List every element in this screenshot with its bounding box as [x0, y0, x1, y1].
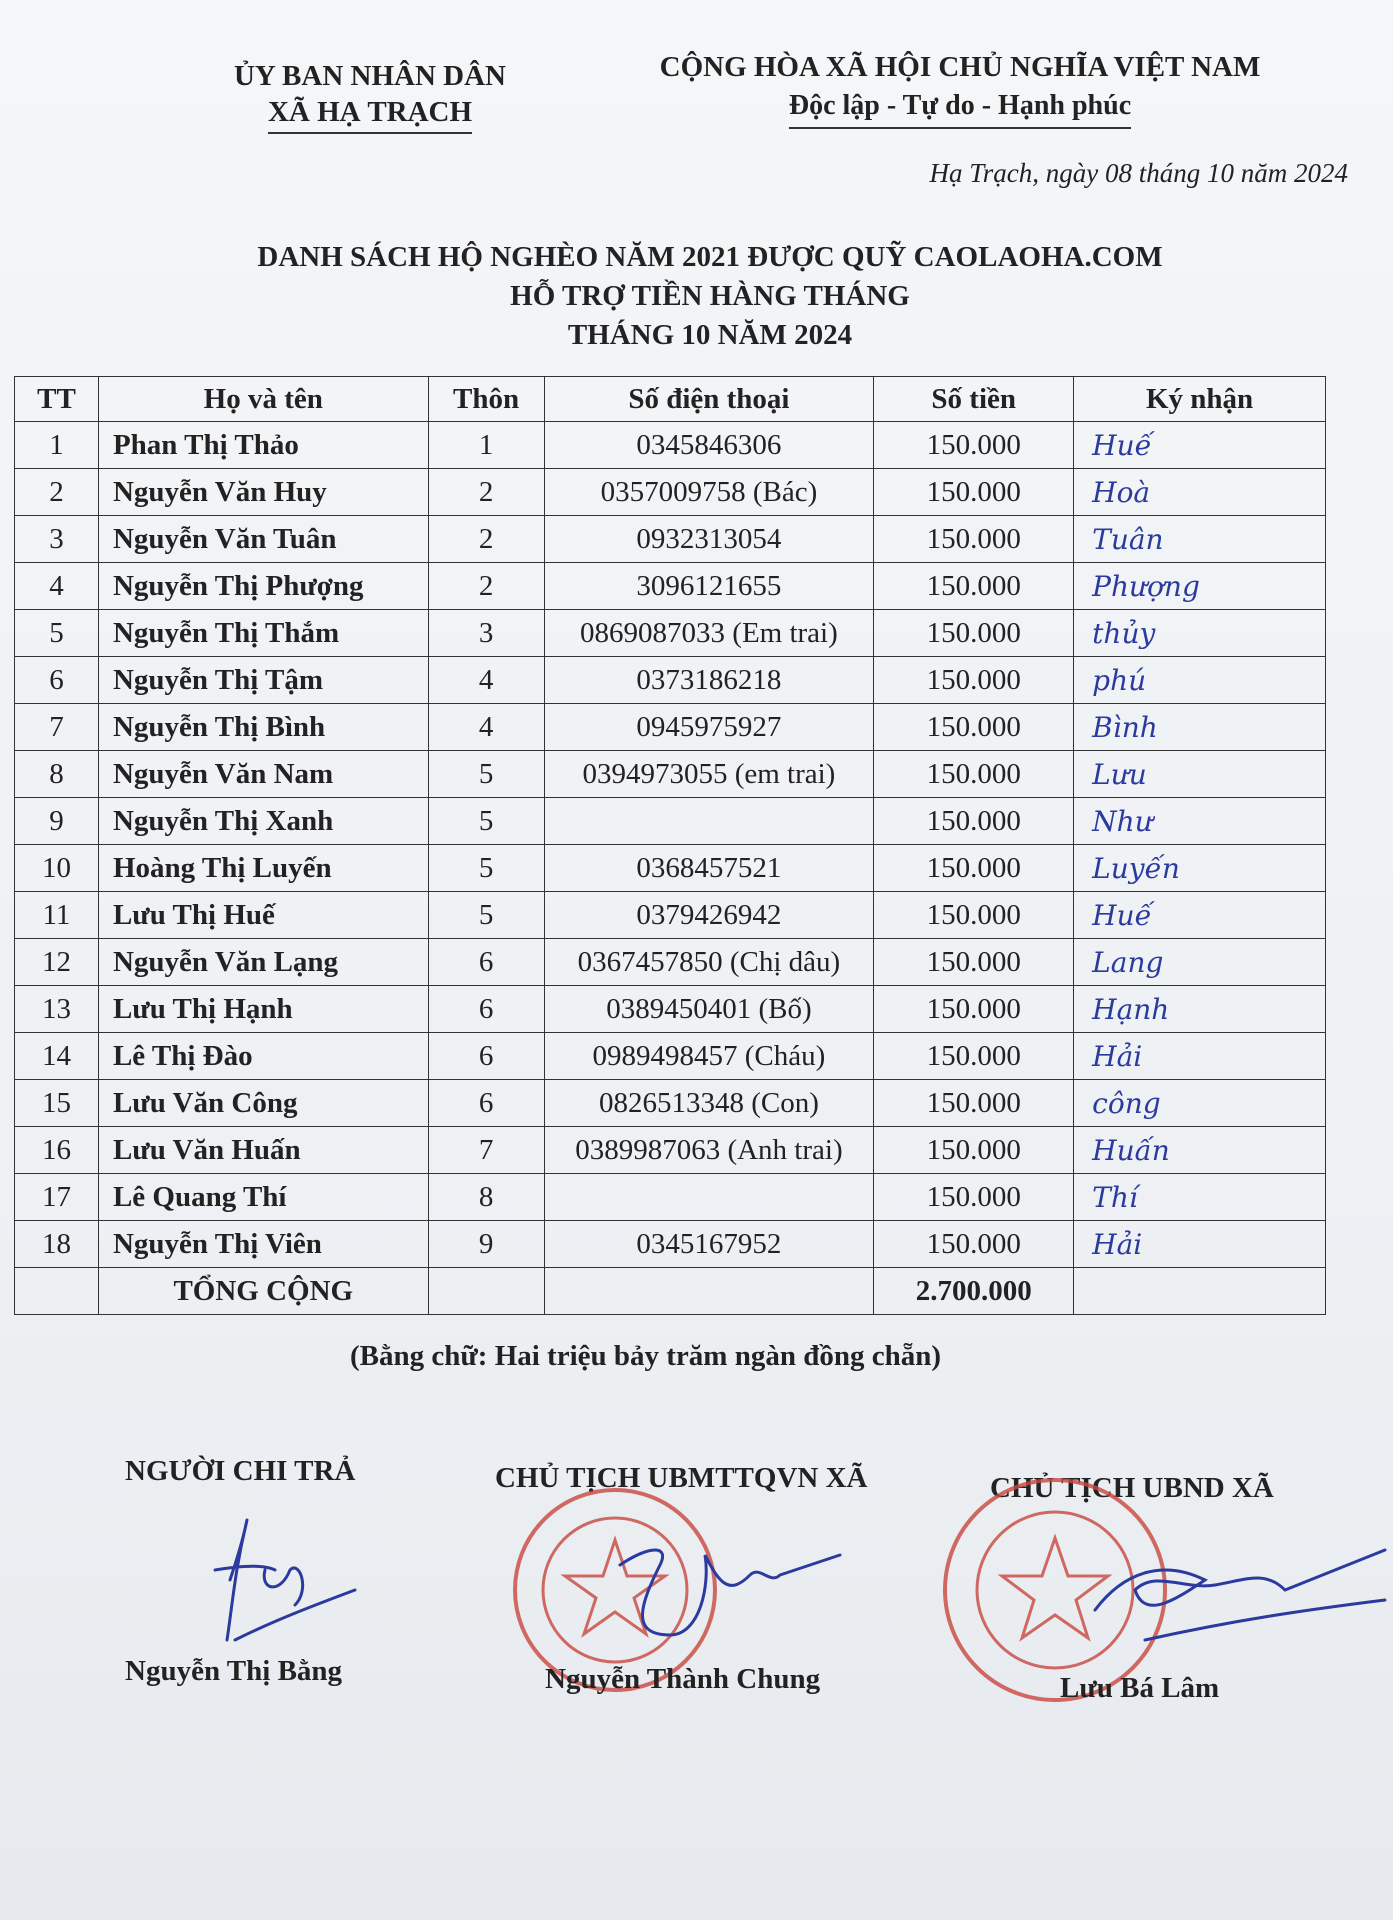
recipient-signature: phú	[1074, 657, 1326, 704]
total-empty-cell	[544, 1268, 874, 1315]
village-number: 5	[428, 798, 544, 845]
table-row	[15, 1080, 1326, 1127]
payer-title: NGƯỜI CHI TRẢ	[125, 1455, 356, 1487]
payer-name: Nguyễn Thị Bằng	[125, 1655, 343, 1687]
phone-number: 0869087033 (Em trai)	[544, 610, 874, 657]
village-number: 6	[428, 986, 544, 1033]
col-header-tt: TT	[15, 377, 99, 422]
row-number: 10	[15, 845, 99, 892]
table-row	[15, 422, 1326, 469]
phone-number: 0373186218	[544, 657, 874, 704]
recipient-signature: Tuân	[1074, 516, 1326, 563]
motto-line2: Độc lập - Tự do - Hạnh phúc	[789, 87, 1131, 129]
row-number: 4	[15, 563, 99, 610]
col-header-name: Họ và tên	[98, 377, 428, 422]
village-number: 2	[428, 516, 544, 563]
recipient-signature: Huế	[1074, 422, 1326, 469]
household-name: Phan Thị Thảo	[98, 422, 428, 469]
household-name: Nguyễn Thị Xanh	[98, 798, 428, 845]
household-name: Lê Quang Thí	[98, 1174, 428, 1221]
amount: 150.000	[874, 986, 1074, 1033]
row-number: 5	[15, 610, 99, 657]
front-chair-title: CHỦ TỊCH UBMTTQVN XÃ	[495, 1462, 868, 1494]
phone-number	[544, 798, 874, 845]
amount: 150.000	[874, 563, 1074, 610]
total-row	[15, 1268, 1326, 1315]
phone-number: 0357009758 (Bác)	[544, 469, 874, 516]
recipient-signature: Hoà	[1074, 469, 1326, 516]
committee-chair-name: Lưu Bá Lâm	[1060, 1672, 1220, 1704]
phone-number: 3096121655	[544, 563, 874, 610]
household-name: Nguyễn Thị Viên	[98, 1221, 428, 1268]
household-name: Nguyễn Văn Tuân	[98, 516, 428, 563]
title-line1: DANH SÁCH HỘ NGHÈO NĂM 2021 ĐƯỢC QUỸ CAOLAOHA.COM	[257, 241, 1163, 273]
table-row	[15, 798, 1326, 845]
village-number: 6	[428, 1080, 544, 1127]
row-number: 8	[15, 751, 99, 798]
document-title	[120, 238, 1300, 355]
committee-chair-title: CHỦ TỊCH UBND XÃ	[990, 1472, 1274, 1504]
row-number: 9	[15, 798, 99, 845]
issuing-authority	[180, 58, 560, 134]
phone-number: 0345167952	[544, 1221, 874, 1268]
village-number: 2	[428, 469, 544, 516]
phone-number: 0379426942	[544, 892, 874, 939]
amount: 150.000	[874, 939, 1074, 986]
col-header-village: Thôn	[428, 377, 544, 422]
recipient-signature: Huấn	[1074, 1127, 1326, 1174]
household-name: Hoàng Thị Luyến	[98, 845, 428, 892]
phone-number: 0945975927	[544, 704, 874, 751]
recipient-signature: Luyến	[1074, 845, 1326, 892]
village-number: 1	[428, 422, 544, 469]
household-name: Nguyễn Thị Bình	[98, 704, 428, 751]
amount: 150.000	[874, 1221, 1074, 1268]
recipient-signature: Lang	[1074, 939, 1326, 986]
village-number: 4	[428, 657, 544, 704]
front-chair-name: Nguyễn Thành Chung	[545, 1663, 821, 1695]
table-row	[15, 892, 1326, 939]
phone-number: 0394973055 (em trai)	[544, 751, 874, 798]
village-number: 3	[428, 610, 544, 657]
village-number: 5	[428, 845, 544, 892]
village-number: 6	[428, 1033, 544, 1080]
amount: 150.000	[874, 751, 1074, 798]
national-motto	[620, 48, 1300, 129]
amount: 150.000	[874, 610, 1074, 657]
title-line3: THÁNG 10 NĂM 2024	[567, 319, 853, 351]
recipient-signature: Huế	[1074, 892, 1326, 939]
row-number: 13	[15, 986, 99, 1033]
household-name: Lê Thị Đào	[98, 1033, 428, 1080]
table-row	[15, 704, 1326, 751]
table-row	[15, 1033, 1326, 1080]
amount: 150.000	[874, 892, 1074, 939]
household-name: Nguyễn Văn Lạng	[98, 939, 428, 986]
recipient-signature: Hải	[1074, 1033, 1326, 1080]
row-number: 7	[15, 704, 99, 751]
row-number: 6	[15, 657, 99, 704]
village-number: 7	[428, 1127, 544, 1174]
row-number: 2	[15, 469, 99, 516]
phone-number: 0932313054	[544, 516, 874, 563]
total-empty-cell	[428, 1268, 544, 1315]
table-row	[15, 939, 1326, 986]
phone-number: 0368457521	[544, 845, 874, 892]
title-line2: HỖ TRỢ TIỀN HÀNG THÁNG	[510, 280, 910, 312]
authority-line1: ỦY BAN NHÂN DÂN	[233, 60, 506, 92]
total-value: 2.700.000	[874, 1268, 1074, 1315]
recipient-signature: Hạnh	[1074, 986, 1326, 1033]
recipient-signature: Hải	[1074, 1221, 1326, 1268]
village-number: 2	[428, 563, 544, 610]
total-empty-cell	[15, 1268, 99, 1315]
table-row	[15, 563, 1326, 610]
motto-line1: CỘNG HÒA XÃ HỘI CHỦ NGHĨA VIỆT NAM	[659, 51, 1261, 83]
phone-number: 0389987063 (Anh trai)	[544, 1127, 874, 1174]
recipient-signature: Lưu	[1074, 751, 1326, 798]
village-number: 9	[428, 1221, 544, 1268]
row-number: 1	[15, 422, 99, 469]
row-number: 17	[15, 1174, 99, 1221]
col-header-amount: Số tiền	[874, 377, 1074, 422]
phone-number: 0367457850 (Chị dâu)	[544, 939, 874, 986]
amount: 150.000	[874, 1174, 1074, 1221]
col-header-signature: Ký nhận	[1074, 377, 1326, 422]
table-row	[15, 610, 1326, 657]
amount: 150.000	[874, 798, 1074, 845]
recipient-signature: Bình	[1074, 704, 1326, 751]
recipient-signature: Phượng	[1074, 563, 1326, 610]
total-label: TỔNG CỘNG	[98, 1268, 428, 1315]
payer-signature-icon	[205, 1510, 365, 1650]
table-header-row	[15, 377, 1326, 422]
amount: 150.000	[874, 469, 1074, 516]
table-row	[15, 516, 1326, 563]
table-row	[15, 469, 1326, 516]
row-number: 18	[15, 1221, 99, 1268]
committee-signature-icon	[1085, 1530, 1390, 1660]
household-name: Nguyễn Văn Nam	[98, 751, 428, 798]
amount-in-words: (Bằng chữ: Hai triệu bảy trăm ngàn đồng chẵn)	[350, 1340, 942, 1372]
phone-number: 0826513348 (Con)	[544, 1080, 874, 1127]
recipient-signature: Thí	[1074, 1174, 1326, 1221]
amount: 150.000	[874, 1080, 1074, 1127]
row-number: 14	[15, 1033, 99, 1080]
amount: 150.000	[874, 1033, 1074, 1080]
phone-number: 0389450401 (Bố)	[544, 986, 874, 1033]
amount: 150.000	[874, 657, 1074, 704]
table-row	[15, 1174, 1326, 1221]
table-row	[15, 1221, 1326, 1268]
col-header-phone: Số điện thoại	[544, 377, 874, 422]
amount: 150.000	[874, 845, 1074, 892]
front-signature-icon	[600, 1525, 860, 1665]
table-row	[15, 845, 1326, 892]
household-name: Nguyễn Thị Thắm	[98, 610, 428, 657]
phone-number: 0989498457 (Cháu)	[544, 1033, 874, 1080]
total-empty-cell	[1074, 1268, 1326, 1315]
table-row	[15, 751, 1326, 798]
recipient-signature: thủy	[1074, 610, 1326, 657]
household-name: Nguyễn Thị Tậm	[98, 657, 428, 704]
date-line: Hạ Trạch, ngày 08 tháng 10 năm 2024	[929, 158, 1348, 188]
household-table	[14, 376, 1326, 1315]
recipient-signature: Như	[1074, 798, 1326, 845]
authority-line2: XÃ HẠ TRẠCH	[268, 94, 472, 134]
village-number: 5	[428, 751, 544, 798]
row-number: 11	[15, 892, 99, 939]
household-name: Lưu Văn Công	[98, 1080, 428, 1127]
village-number: 6	[428, 939, 544, 986]
row-number: 15	[15, 1080, 99, 1127]
table-row	[15, 657, 1326, 704]
table-row	[15, 1127, 1326, 1174]
village-number: 5	[428, 892, 544, 939]
row-number: 16	[15, 1127, 99, 1174]
amount: 150.000	[874, 704, 1074, 751]
household-name: Nguyễn Văn Huy	[98, 469, 428, 516]
row-number: 3	[15, 516, 99, 563]
amount: 150.000	[874, 422, 1074, 469]
household-name: Lưu Thị Hạnh	[98, 986, 428, 1033]
household-name: Nguyễn Thị Phượng	[98, 563, 428, 610]
household-name: Lưu Văn Huấn	[98, 1127, 428, 1174]
amount: 150.000	[874, 1127, 1074, 1174]
village-number: 8	[428, 1174, 544, 1221]
village-number: 4	[428, 704, 544, 751]
phone-number: 0345846306	[544, 422, 874, 469]
recipient-signature: công	[1074, 1080, 1326, 1127]
amount: 150.000	[874, 516, 1074, 563]
table-row	[15, 986, 1326, 1033]
household-name: Lưu Thị Huế	[98, 892, 428, 939]
phone-number	[544, 1174, 874, 1221]
row-number: 12	[15, 939, 99, 986]
